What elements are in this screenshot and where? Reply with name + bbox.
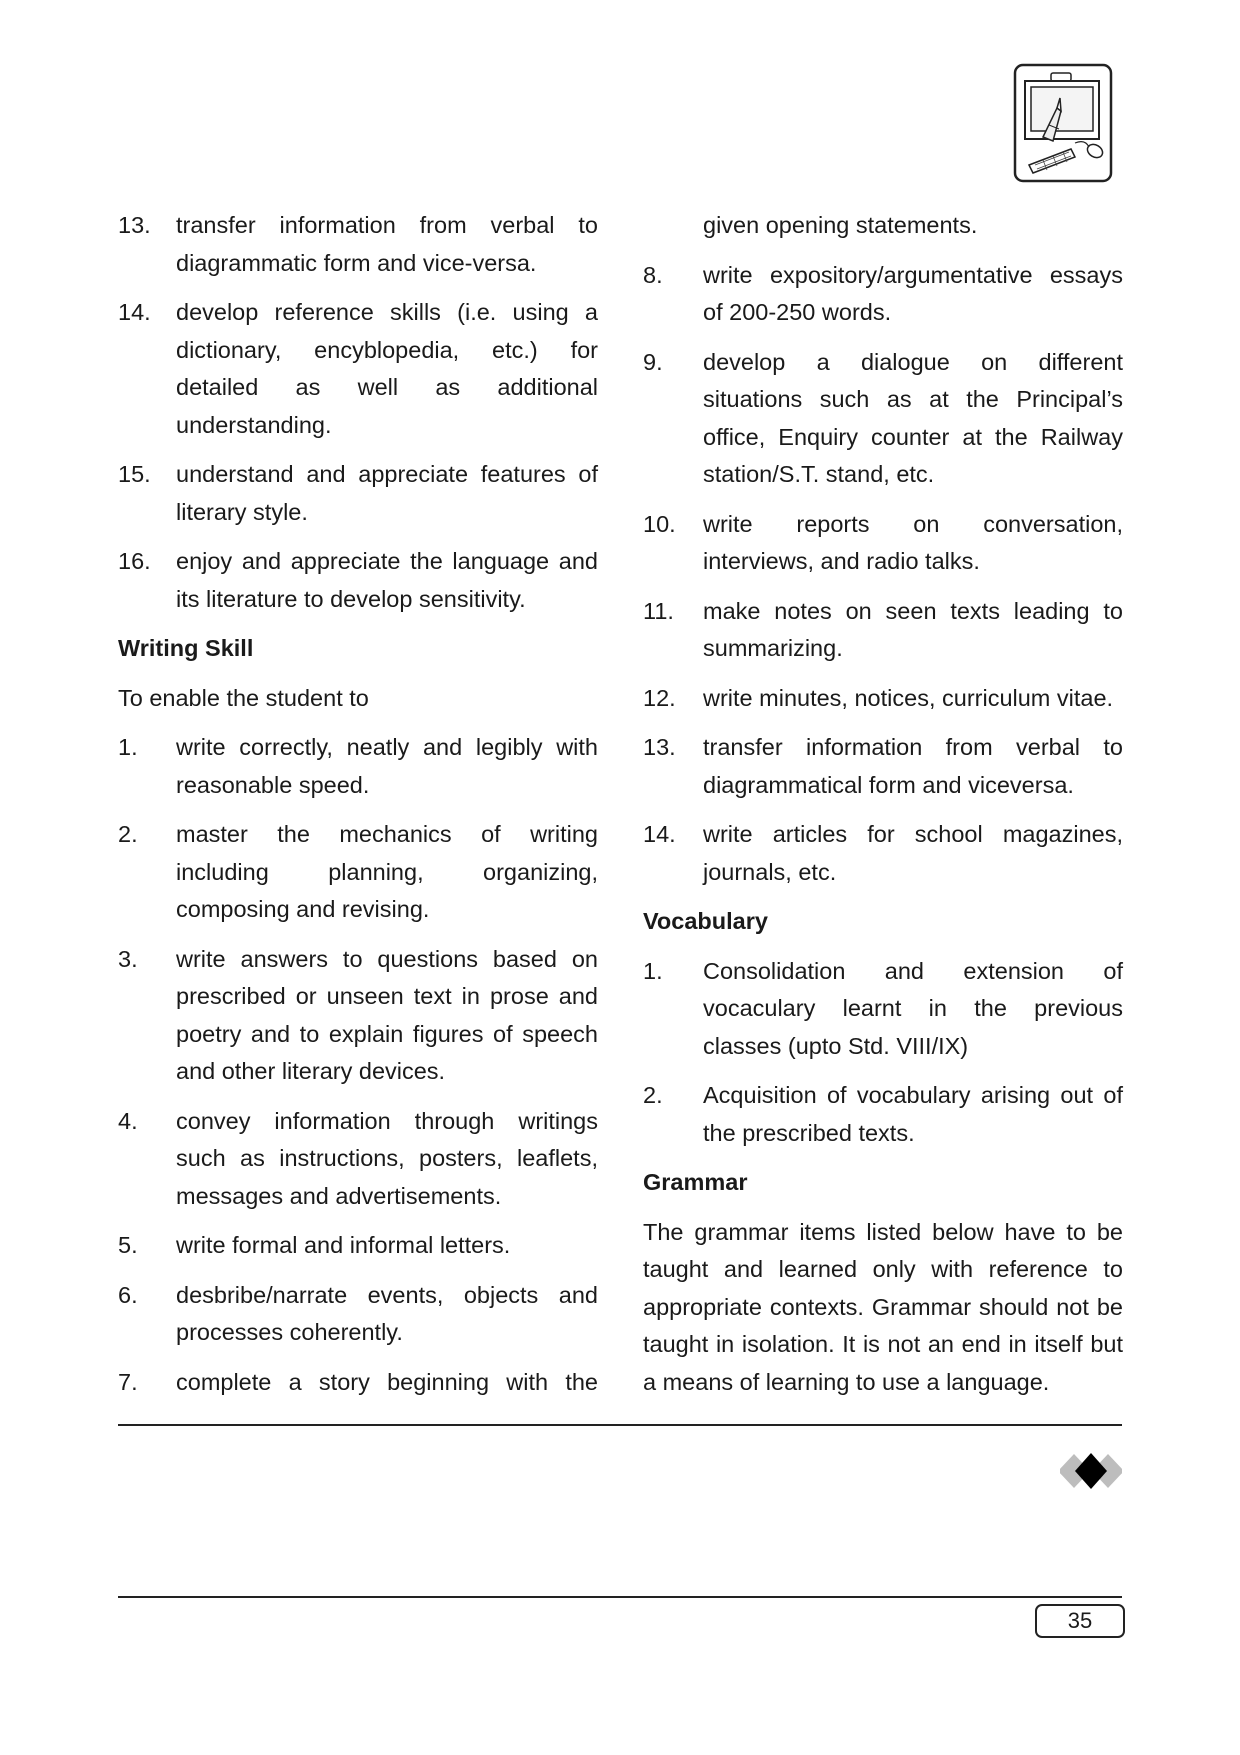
computer-writing-icon xyxy=(1013,63,1113,183)
item-number: 1. xyxy=(643,957,663,984)
grammar-heading: Grammar xyxy=(643,1169,748,1195)
item-number: 5. xyxy=(118,1232,138,1258)
diamond-ornament-icon xyxy=(1060,1452,1122,1490)
item-text: master the mechanics of writing including planning, organizing, composing and revising. xyxy=(176,821,598,922)
item-number: 7. xyxy=(118,1368,138,1395)
right-column xyxy=(643,207,1123,1413)
writing-item-13 xyxy=(643,729,1123,804)
item-number: 14. xyxy=(643,821,676,847)
writing-item-12 xyxy=(643,680,1123,718)
item-text: complete a story beginning with the xyxy=(176,1368,598,1395)
left-column xyxy=(118,207,598,1413)
writing-item-5 xyxy=(118,1227,598,1265)
item-text: Acquisition of vocabulary arising out of the prescribed texts. xyxy=(703,1082,1123,1146)
item-text: write correctly, neatly and legibly with reasonable speed. xyxy=(176,734,598,798)
footer-divider-bottom xyxy=(118,1596,1122,1598)
writing-item-10 xyxy=(643,506,1123,581)
item-number: 11. xyxy=(643,597,674,624)
item-number: 16. xyxy=(118,548,151,574)
item-number: 14. xyxy=(118,299,151,325)
item-7-continuation: given opening statements. xyxy=(703,212,978,238)
item-number: 12. xyxy=(643,684,676,711)
footer-divider-top xyxy=(118,1424,1122,1426)
grammar-paragraph: The grammar items listed below have to be taught and learned only with reference to appropriate contexts. Grammar should not be taught in isolation. It is not an end in itself but a means of learning to use a language. xyxy=(643,1218,1123,1395)
vocabulary-item-1 xyxy=(643,953,1123,1066)
page-number: 35 xyxy=(1035,1604,1125,1638)
writing-item-4 xyxy=(118,1103,598,1216)
item-text: transfer information from verbal to diagrammatic form and vice-versa. xyxy=(176,212,598,276)
writing-item-14 xyxy=(643,816,1123,891)
writing-item-7 xyxy=(118,1364,598,1402)
item-text: Consolidation and extension of vocaculary learnt in the previous classes (upto Std. VIII/IX) xyxy=(703,957,1123,1059)
writing-intro: To enable the student to xyxy=(118,684,369,711)
item-text: understand and appreciate features of literary style. xyxy=(176,461,598,525)
item-number: 9. xyxy=(643,348,663,375)
item-number: 2. xyxy=(118,821,138,847)
item-number: 6. xyxy=(118,1281,138,1308)
reading-item-16 xyxy=(118,543,598,618)
item-text: develop reference skills (i.e. using a dictionary, encyblopedia, etc.) for detailed as well as additional understanding. xyxy=(176,299,598,438)
reading-item-13 xyxy=(118,207,598,282)
writing-item-11 xyxy=(643,593,1123,668)
item-number: 15. xyxy=(118,461,151,487)
writing-item-8 xyxy=(643,257,1123,332)
writing-item-1 xyxy=(118,729,598,804)
item-text: develop a dialogue on different situations such as at the Principal’s office, Enquiry counter at the Railway station/S.T. stand, etc. xyxy=(703,348,1123,487)
item-text: transfer information from verbal to diagrammatical form and viceversa. xyxy=(703,734,1123,798)
vocabulary-item-2 xyxy=(643,1077,1123,1152)
item-text: desbribe/narrate events, objects and processes coherently. xyxy=(176,1281,598,1345)
writing-item-9 xyxy=(643,344,1123,494)
writing-item-3 xyxy=(118,941,598,1091)
item-text: convey information through writings such as instructions, posters, leaflets, messages and advertisements. xyxy=(176,1107,598,1209)
item-text: write minutes, notices, curriculum vitae. xyxy=(703,684,1114,711)
vocabulary-heading: Vocabulary xyxy=(643,908,768,934)
item-text: write expository/argumentative essays of 200-250 words. xyxy=(703,261,1123,325)
writing-skill-heading: Writing Skill xyxy=(118,635,254,661)
item-text: write answers to questions based on prescribed or unseen text in prose and poetry and to explain figures of speech and other literary devices. xyxy=(176,945,598,1084)
item-number: 2. xyxy=(643,1082,663,1108)
item-number: 1. xyxy=(118,734,138,760)
item-number: 4. xyxy=(118,1107,138,1134)
item-text: write articles for school magazines, journals, etc. xyxy=(703,821,1123,885)
item-text: write reports on conversation, interviews, and radio talks. xyxy=(703,510,1123,574)
item-text: write formal and informal letters. xyxy=(176,1232,511,1258)
item-text: enjoy and appreciate the language and its literature to develop sensitivity. xyxy=(176,548,598,612)
writing-item-2 xyxy=(118,816,598,929)
item-number: 13. xyxy=(118,212,151,238)
reading-item-14 xyxy=(118,294,598,444)
reading-item-15 xyxy=(118,456,598,531)
item-number: 10. xyxy=(643,510,676,537)
item-number: 8. xyxy=(643,261,663,288)
item-text: make notes on seen texts leading to summarizing. xyxy=(703,597,1123,661)
writing-item-6 xyxy=(118,1277,598,1352)
item-number: 3. xyxy=(118,945,138,972)
item-number: 13. xyxy=(643,734,676,760)
